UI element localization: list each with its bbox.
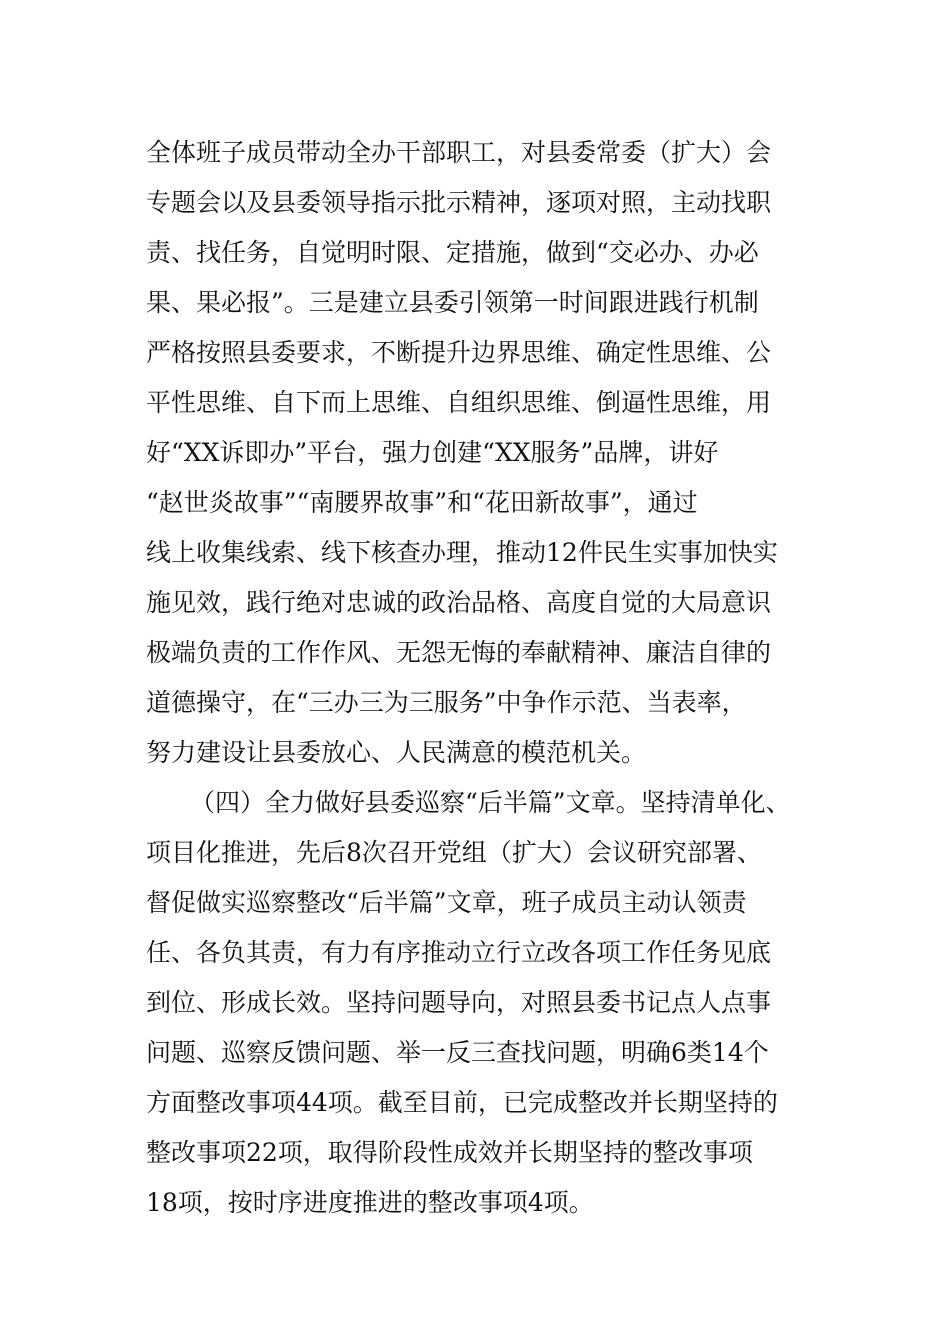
text-line: 努力建设让县委放心、人民满意的模范机关。 bbox=[146, 738, 647, 767]
text-line: 专题会以及县委领导指示批示精神，逐项对照，主动找职 bbox=[146, 188, 772, 217]
text-line: 好“XX诉即办”平台，强力创建“XX服务”品牌，讲好 bbox=[146, 438, 719, 467]
text-line: 到位、形成长效。坚持问题导向，对照县委书记点人点事 bbox=[146, 988, 772, 1017]
text-line: 18项，按时序进度推进的整改事项4项。 bbox=[146, 1188, 594, 1217]
text-line: 整改事项22项，取得阶段性成效并长期坚持的整改事项 bbox=[146, 1138, 753, 1167]
text-line: 项目化推进，先后8次召开党组（扩大）会议研究部署、 bbox=[146, 838, 762, 867]
text-line: 方面整改事项44项。截至目前，已完成整改并长期坚持的 bbox=[146, 1088, 778, 1117]
section-heading-line: （四）全力做好县委巡察“后半篇”文章。坚持清单化、 bbox=[190, 788, 791, 817]
text-line: 线上收集线索、线下核查办理，推动12件民生实事加快实 bbox=[146, 538, 778, 567]
text-line: 平性思维、自下而上思维、自组织思维、倒逼性思维，用 bbox=[146, 388, 772, 417]
text-line: 责、找任务，自觉明时限、定措施，做到“交必办、办必 bbox=[146, 238, 759, 267]
text-line: 问题、巡察反馈问题、举一反三查找问题，明确6类14个 bbox=[146, 1038, 769, 1067]
text-line: 任、各负其责，有力有序推动立行立改各项工作任务见底 bbox=[146, 938, 772, 967]
text-line: 全体班子成员带动全办干部职工，对县委常委（扩大）会 bbox=[146, 138, 772, 167]
text-line: 严格按照县委要求，不断提升边界思维、确定性思维、公 bbox=[146, 338, 772, 367]
document-body bbox=[146, 128, 836, 1228]
text-line: 施见效，践行绝对忠诚的政治品格、高度自觉的大局意识 bbox=[146, 588, 772, 617]
text-line: 道德操守，在“三办三为三服务”中争作示范、当表率， bbox=[146, 688, 747, 717]
text-line: “赵世炎故事”“南腰界故事”和“花田新故事”，通过 bbox=[146, 488, 698, 517]
text-line: 督促做实巡察整改“后半篇”文章，班子成员主动认领责 bbox=[146, 888, 747, 917]
text-line: 极端负责的工作作风、无怨无悔的奉献精神、廉洁自律的 bbox=[146, 638, 772, 667]
text-line: 果、果必报”。三是建立县委引领第一时间跟进践行机制 bbox=[146, 288, 759, 317]
